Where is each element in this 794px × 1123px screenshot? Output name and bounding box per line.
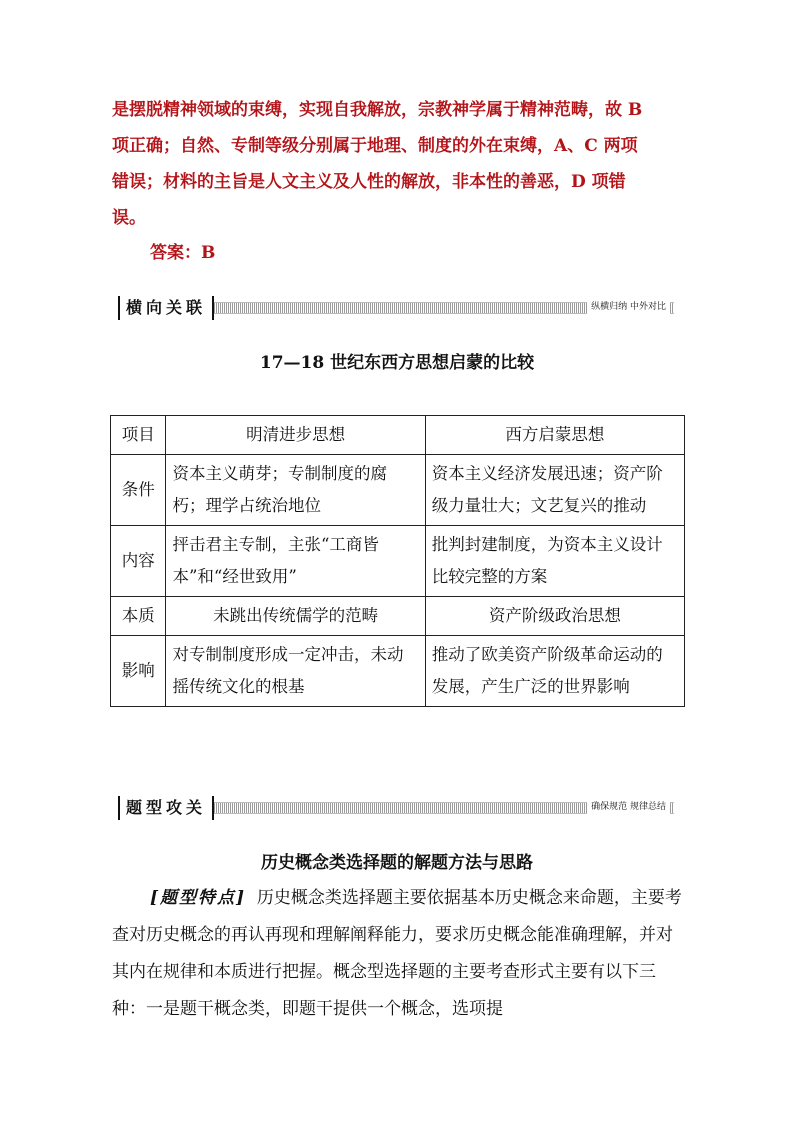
table-row-key: 条件 xyxy=(111,455,166,526)
table-cell-west: 资本主义经济发展迅速；资产阶级力量壮大；文艺复兴的推动 xyxy=(425,455,684,526)
explanation-line: 项正确；自然、专制等级分别属于地理、制度的外在束缚，A、C 两项 xyxy=(112,136,638,156)
table-cell-east: 未跳出传统儒学的范畴 xyxy=(166,597,425,636)
table-row-key: 内容 xyxy=(111,526,166,597)
table-cell-east: 抨击君主专制，主张“工商皆本”和“经世致用” xyxy=(166,526,425,597)
section-bar-tactics xyxy=(118,796,674,820)
answer-label: 答案：B xyxy=(150,243,216,263)
table-cell-east: 资本主义萌芽；专制制度的腐朽；理学占统治地位 xyxy=(166,455,425,526)
table-cell-west: 资产阶级政治思想 xyxy=(425,597,684,636)
table-row xyxy=(111,526,685,597)
table-header-cell: 明清进步思想 xyxy=(166,416,425,455)
table-header-row xyxy=(111,416,685,455)
table-row-key: 本质 xyxy=(111,597,166,636)
table-header-cell: 项目 xyxy=(111,416,166,455)
feature-paragraph xyxy=(112,880,684,1028)
feature-text: 历史概念类选择题主要依据基本历史概念来命题，主要考查对历史概念的再认再现和理解阐释能力，要求历史概念能准确理解，并对其内在规律和本质进行把握。概念型选择题的主要考查形式主要有以下三种：一是题干概念类，即题干提供一个概念，选项提 xyxy=(112,888,682,1019)
explanation-line: 误。 xyxy=(112,208,146,228)
section-subtitle: 确保规范 规律总结 xyxy=(587,799,670,815)
table-cell-east: 对专制制度形成一定冲击，未动摇传统文化的根基 xyxy=(166,636,425,707)
section-bar-related xyxy=(118,296,674,320)
table-row xyxy=(111,455,685,526)
feature-tag: [题型特点] xyxy=(150,888,247,908)
section-tag: 横向关联 xyxy=(118,296,214,320)
explanation-text xyxy=(112,92,684,236)
comparison-table xyxy=(110,415,685,707)
comparison-title: 17—18 世纪东西方思想启蒙的比较 xyxy=(259,353,535,373)
table-header-cell: 西方启蒙思想 xyxy=(425,416,684,455)
table-row-key: 影响 xyxy=(111,636,166,707)
table-cell-west: 推动了欧美资产阶级革命运动的发展，产生广泛的世界影响 xyxy=(425,636,684,707)
table-row xyxy=(111,597,685,636)
explanation-line: 是摆脱精神领域的束缚，实现自我解放，宗教神学属于精神范畴，故 B xyxy=(112,100,643,120)
table-row xyxy=(111,636,685,707)
table-cell-west: 批判封建制度，为资本主义设计比较完整的方案 xyxy=(425,526,684,597)
section-subtitle: 纵横归纳 中外对比 xyxy=(587,299,670,315)
method-title: 历史概念类选择题的解题方法与思路 xyxy=(261,853,533,873)
explanation-line: 错误；材料的主旨是人文主义及人性的解放，非本性的善恶，D 项错 xyxy=(112,172,626,192)
section-tag: 题型攻关 xyxy=(118,796,214,820)
